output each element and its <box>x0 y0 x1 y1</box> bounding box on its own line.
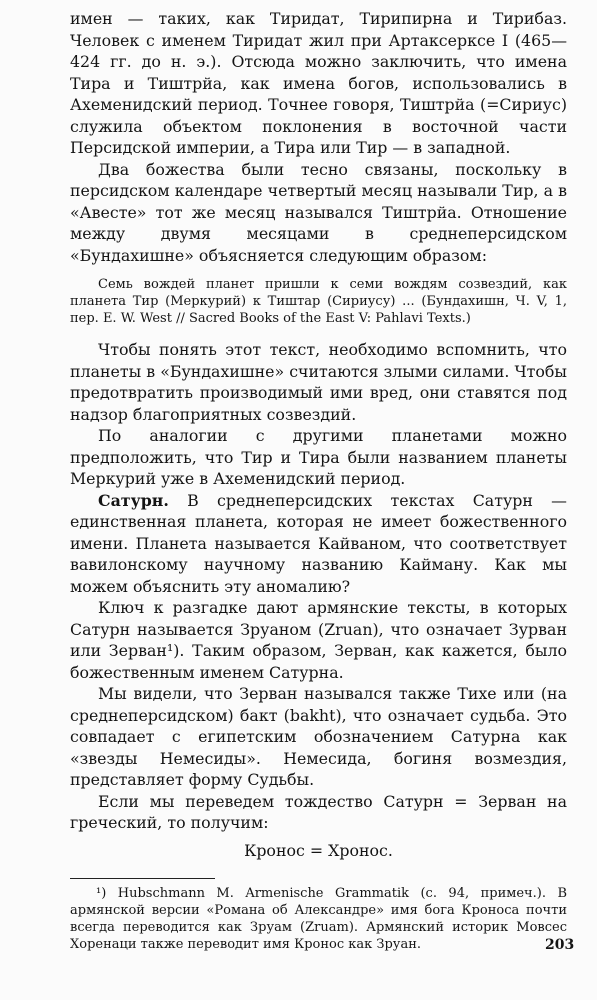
paragraph-1: имен — таких, как Тиридат, Тирипирна и Тирибаз. Человек с именем Тиридат жил при Артаксерксе I (465—424 гг. до н. э.). Отсюда можно заключить, что имена Тира и Тиштрйа, как имена богов, использовались в Ахеменидский период. Точнее говоря, Тиштрйа (=Сириус) служила объектом поклонения в восточной части Персидской империи, а Тира или Тир — в западной. <box>70 9 567 157</box>
paragraph-6: Ключ к разгадке дают армянские тексты, в которых Сатурн называется Зруаном (Zruan), что означает Зурван или Зерван¹). Таким образом, Зерван, как кажется, было божественным именем Сатурна. <box>70 598 567 682</box>
paragraph-7: Мы видели, что Зерван назывался также Тихе или (на среднеперсидском) бакт (bakht), что означает судьба. Это совпадает с египетским обозначением Сатурна как «звезды Немесиды». Немесида, богиня возмездия, представляет форму Судьбы. <box>70 684 567 789</box>
page-number: 203 <box>545 937 575 953</box>
saturn-text: В среднеперсидских текстах Сатурн — единственная планета, которая не имеет божественного имени. Планета называется Кайваном, что соответствует вавилонскому научному названию Кайману. Как мы можем объяснить эту аномалию? <box>70 490 567 596</box>
paragraph-2: Два божества были тесно связаны, поскольку в персидском календаре четвертый месяц называли Тир, а в «Авесте» тот же месяц назывался Тиштрйа. Отношение между двумя месяцами в среднеперсидском «Бундахишне» объясняется следующим образом: <box>70 159 567 265</box>
formula: Кронос = Хронос. <box>244 840 393 860</box>
footnote: ¹) Hubschmann M. Armenische Grammatik (с. 94, примеч.). В армянской версии «Романа об Александре» имя бога Кроноса почти всегда переводится как Зруам (Zruam). Армянский историк Мовсес Хоренаци также переводит имя Кронос как Зруан. <box>70 885 567 952</box>
paragraph-saturn <box>70 490 567 598</box>
section-heading-saturn: Сатурн. <box>98 490 169 510</box>
paragraph-4: По аналогии с другими планетами можно предположить, что Тир и Тира были названием планеты Меркурий уже в Ахеменидский период. <box>70 426 567 488</box>
paragraph-3: Чтобы понять этот текст, необходимо вспомнить, что планеты в «Бундахишне» считаются злыми силами. Чтобы предотвратить производимый ими вред, они ставятся под надзор благоприятных созвездий. <box>70 340 567 424</box>
footnote-divider <box>70 878 215 879</box>
paragraph-8: Если мы переведем тождество Сатурн = Зерван на греческий, то получим: <box>70 791 567 832</box>
quotation: Семь вождей планет пришли к семи вождям созвездий, как планета Тир (Меркурий) к Тиштар (Сириусу) ... (Бундахишн, Ч. V, 1, пер. E. W. West // Sacred Books of the East V: Pahlavi Texts.) <box>70 277 567 326</box>
